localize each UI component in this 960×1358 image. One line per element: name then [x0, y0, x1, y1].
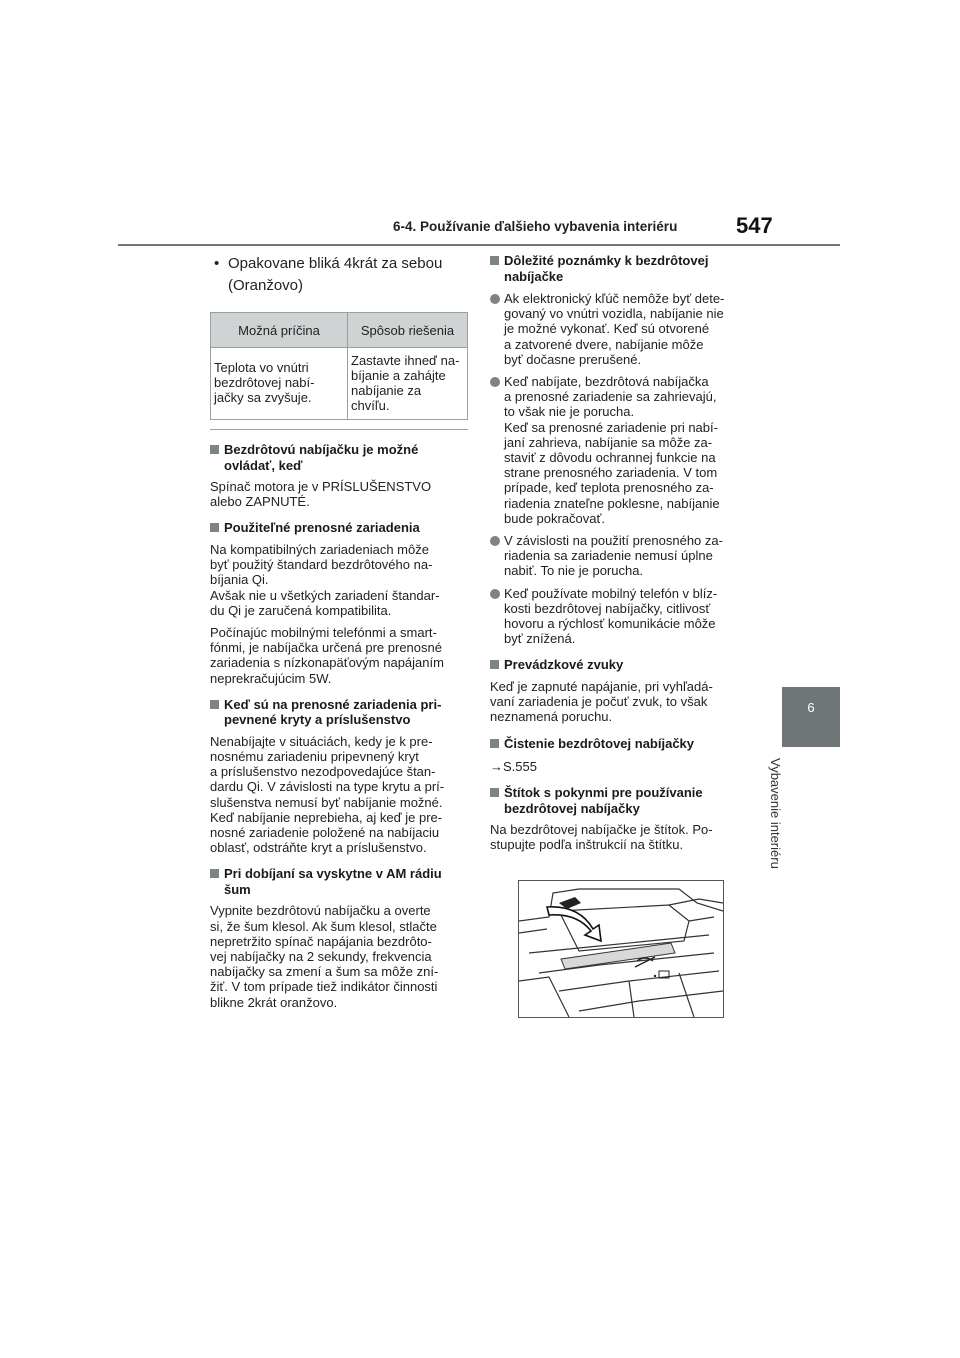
square-bullet-icon [210, 445, 219, 454]
intro-bullet [210, 253, 468, 297]
heading-text: Pri dobíjaní sa vyskytne v AM rádiu šum [224, 866, 442, 897]
circle-bullet-icon [490, 377, 500, 387]
section-heading-sounds [490, 657, 752, 673]
paragraph: Spínač motora je v PRÍSLUŠENSTVO alebo ZAPNUTÉ. [210, 479, 432, 510]
note-text: Keď používate mobilný telefón v blíz- kosti bezdrôtovej nabíjačky, citlivosť hovoru a rýchlosť komunikácie môže byť znížená. [504, 585, 718, 647]
square-bullet-icon [210, 700, 219, 709]
section-heading-cleaning [490, 736, 752, 752]
heading-text: Štítok s pokynmi pre používanie bezdrôtovej nabíjačky [504, 785, 703, 816]
square-bullet-icon [490, 660, 499, 669]
circle-bullet-icon [490, 589, 500, 599]
table-cell-cause [211, 348, 348, 420]
circle-bullet-icon [490, 294, 500, 304]
note-item [490, 533, 752, 579]
table-cell-solution [348, 348, 468, 420]
right-column [490, 253, 752, 853]
section-am-radio-noise [210, 866, 468, 1009]
bullet-dot: • [214, 255, 220, 272]
section-heading [210, 442, 468, 473]
chapter-tab [782, 687, 840, 747]
square-bullet-icon [490, 739, 499, 748]
square-bullet-icon [490, 256, 499, 265]
cause-table [210, 312, 468, 420]
section-title: 6-4. Používanie ďalšieho vybavenia interiéru [393, 219, 678, 234]
chapter-label: Vybavenie interiéru [768, 758, 783, 869]
paragraph: Na kompatibilných zariadeniach môže byť použitý štandard bezdrôtového na- bíjania Qi. Avšak nie u všetkých zariadení štandar- du Qi je zaručená kompatibilita. [210, 541, 440, 618]
note-item [490, 586, 752, 647]
note-text: Ak elektronický kľúč nemôže byť dete- govaný vo vnútri vozidla, nabíjanie nie je možné vykonať. Keď sú otvorené a zatvorené dvere, nabíjanie môže byť dočasne prerušené. [504, 291, 725, 367]
charger-drawing [519, 881, 723, 1017]
chapter-number: 6 [807, 700, 815, 715]
circle-bullet-icon [490, 536, 500, 546]
section-covers-accessories [210, 697, 468, 856]
page-reference-link[interactable]: →S.555 [490, 759, 537, 775]
note-item [490, 291, 752, 367]
paragraph: Počínajúc mobilnými telefónmi a smart- fónmi, je nabíjačka určená pre prenosné zariadenia s nízkonapäťovým napájaním neprekračujúcim 5W. [210, 624, 444, 686]
section-heading-label [490, 785, 752, 816]
heading-text: Použiteľné prenosné zariadenia [224, 520, 420, 536]
note-text: V závislosti na použití prenosného za- riadenia sa zariadenie nemusí úplne nabiť. To nie je porucha. [504, 533, 723, 579]
heading-text: Keď sú na prenosné zariadenia pri- pevnené kryty a príslušenstvo [224, 696, 442, 728]
paragraph: Keď je zapnuté napájanie, pri vyhľadá- vaní zariadenia je počuť zvuk, to však neznamená poruchu. [490, 678, 713, 725]
section-compatible-devices [210, 520, 468, 685]
left-column [210, 253, 468, 1010]
intro-line-2: (Oranžovo) [228, 277, 304, 294]
header-divider [118, 244, 840, 246]
intro-line-1: Opakovane bliká 4krát za sebou [228, 255, 443, 272]
table-header-solution: Spôsob riešenia [348, 313, 468, 348]
section-heading [210, 697, 468, 728]
section-heading-notes [490, 253, 752, 284]
table-header-cause: Možná príčina [211, 313, 348, 348]
heading-text: Prevádzkové zvuky [504, 657, 624, 673]
note-text: Keď nabíjate, bezdrôtová nabíjačka a prenosné zariadenie sa zahrievajú, to však nie je porucha. Keď sa prenosné zariadenie pri nabí- janí zahrieva, nabíjanie sa môže za- staviť z dôvodu ochrannej funkcie na strane prenosného zariadenia. V tom prípade, keď teplota prenosného za- riadenia znateľne poklesne, nabíjanie bude pokračovať. [504, 374, 720, 526]
section-divider [210, 429, 468, 430]
heading-text: Čistenie bezdrôtovej nabíjačky [504, 735, 695, 751]
paragraph: Nenabíjajte v situáciách, kedy je k pre- nosnému zariadeniu pripevnený kryt a príslušenstvo nezodpovedajúce štan- dardu Qi. V závislosti na type krytu a prí- slušenstva nemusí byť nabíjanie možné. Keď nabíjanie neprebieha, aj keď je pre- nosné zariadenie položené na nabíjaciu oblasť, odstráňte kryt a príslušenstvo. [210, 733, 445, 856]
cause-text: Teplota vo vnútri bezdrôtovej nabí- jačky sa zvyšuje. [214, 360, 315, 405]
square-bullet-icon [210, 869, 219, 878]
section-heading [210, 866, 468, 897]
page-number: 547 [736, 213, 773, 238]
heading-text: Dôležité poznámky k bezdrôtovej nabíjačke [504, 253, 709, 284]
table-header-row [211, 313, 468, 348]
wireless-charger-illustration [518, 880, 724, 1018]
solution-text: Zastavte ihneď na- bíjanie a zahájte nabíjanie za chvíľu. [351, 353, 460, 413]
note-item [490, 374, 752, 526]
heading-text: Bezdrôtovú nabíjačku je možné ovládať, keď [224, 442, 419, 473]
paragraph: Vypnite bezdrôtovú nabíjačku a overte si, že šum klesol. Ak šum klesol, stlačte nepretržito spínač napájania bezdrôto- vej nabíjačky na 2 sekundy, frekvencia nabíjačky sa zmení a šum sa môže zní- žiť. V tom prípade tiež indikátor činnosti blikne 2krát oranžovo. [210, 903, 439, 1010]
square-bullet-icon [210, 523, 219, 532]
chapter-label-wrap [769, 758, 799, 898]
paragraph: Na bezdrôtovej nabíjačke je štítok. Po- stupujte podľa inštrukcií na štítku. [490, 822, 713, 853]
table-row [211, 348, 468, 420]
section-heading [210, 520, 468, 536]
section-operable [210, 442, 468, 509]
square-bullet-icon [490, 788, 499, 797]
